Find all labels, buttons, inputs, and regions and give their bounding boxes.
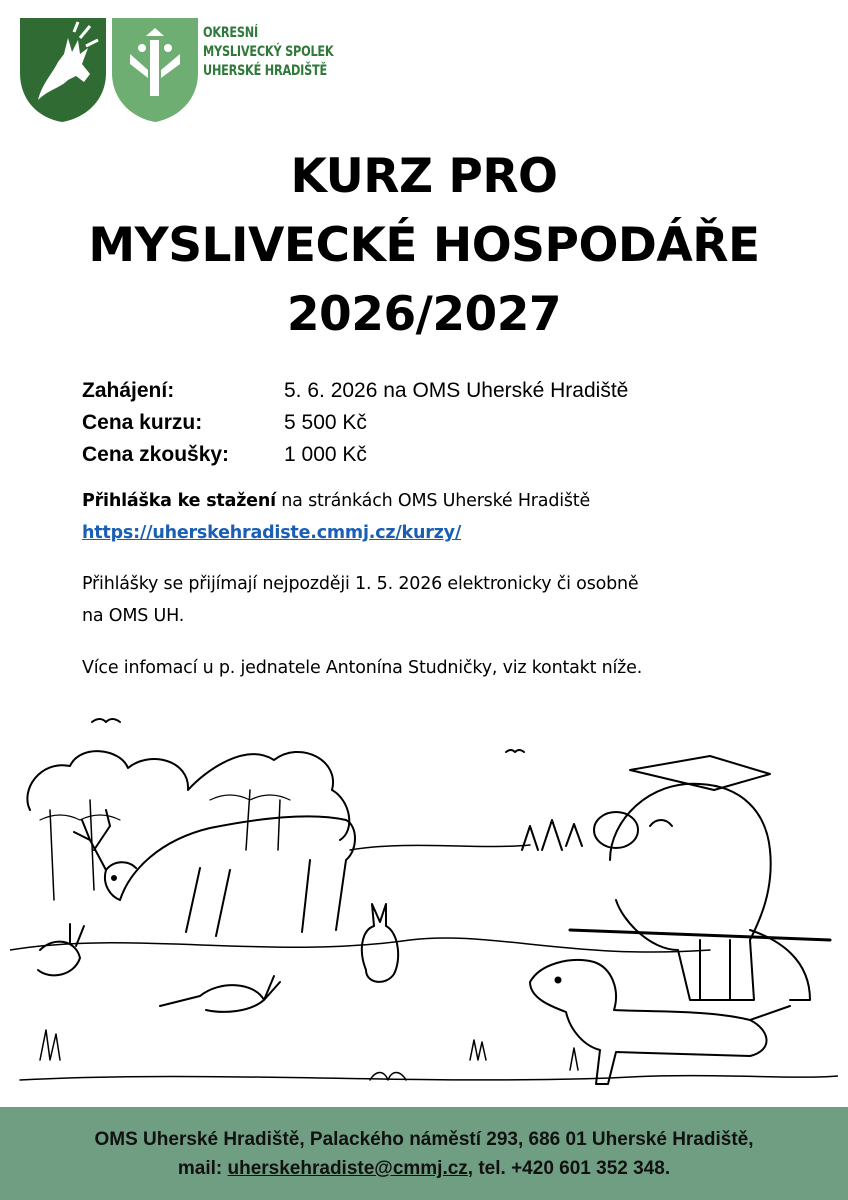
info-label: Cena kurzu: (82, 411, 203, 434)
hunters-emblem-icon (112, 18, 198, 122)
application-text: na stránkách OMS Uherské Hradiště (275, 491, 591, 511)
deadline-line: na OMS UH. (82, 606, 185, 626)
deer-head-icon (20, 18, 106, 122)
footer-address: OMS Uherské Hradiště, Palackého náměstí 293, 686 01 Uherské Hradiště, (94, 1129, 754, 1150)
footer-contact (0, 1107, 848, 1200)
title-line: KURZ PRO (290, 149, 558, 204)
application-paragraph (82, 485, 782, 549)
footer-phone: , tel. +420 601 352 348. (467, 1158, 671, 1179)
info-label: Cena zkoušky: (82, 443, 230, 466)
hunting-scene-illustration (10, 700, 838, 1100)
info-value: 5 500 Kč (284, 411, 367, 434)
title-line: MYSLIVECKÉ HOSPODÁŘE (88, 218, 760, 273)
logo-line: UHERSKÉ HRADIŠTĚ (203, 63, 328, 79)
logo-text (203, 24, 334, 81)
application-bold: Přihláška ke stažení (82, 491, 276, 511)
page-title (0, 142, 848, 349)
more-info-paragraph: Více infomací u p. jednatele Antonína Studničky, viz kontakt níže. (82, 658, 643, 678)
title-line: 2026/2027 (286, 287, 562, 342)
info-value: 5. 6. 2026 na OMS Uherské Hradiště (284, 379, 629, 402)
deadline-line: Přihlášky se přijímají nejpozději 1. 5. 2026 elektronicky či osobně (82, 574, 639, 594)
info-value: 1 000 Kč (284, 443, 367, 466)
footer-email-link[interactable]: uherskehradiste@cmmj.cz (227, 1158, 468, 1179)
footer-contact-line (0, 1154, 848, 1183)
info-label: Zahájení: (82, 379, 175, 402)
footer-mail-label: mail: (177, 1158, 228, 1179)
logo-line: OKRESNÍ (203, 25, 259, 41)
logo-line: MYSLIVECKÝ SPOLEK (203, 44, 334, 60)
deadline-paragraph (82, 568, 782, 632)
courses-link[interactable]: https://uherskehradiste.cmmj.cz/kurzy/ (82, 523, 462, 543)
